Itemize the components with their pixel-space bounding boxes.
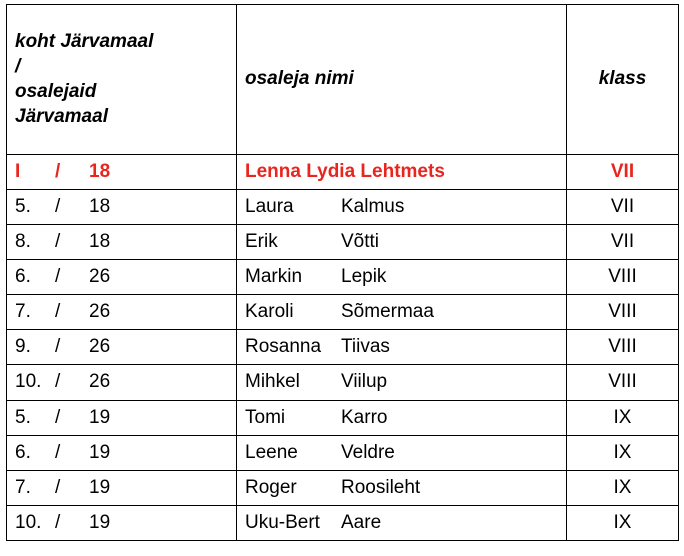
results-table xyxy=(6,4,679,541)
separator-slash: / xyxy=(55,196,61,218)
first-name: Markin xyxy=(245,266,303,288)
cell-name xyxy=(237,295,567,330)
first-name: Laura xyxy=(245,196,294,218)
cell-class: VIII xyxy=(567,330,679,365)
last-name: Roosileht xyxy=(341,476,421,498)
cell-class: VII xyxy=(567,225,679,260)
participants-total: 18 xyxy=(89,196,111,218)
cell-place xyxy=(7,435,237,470)
table-row xyxy=(7,470,679,505)
header-place-line-4: Järvamaal xyxy=(15,106,108,128)
last-name: Viilup xyxy=(341,371,388,393)
header-row xyxy=(7,5,679,155)
participants-total: 18 xyxy=(89,231,111,253)
separator-slash: / xyxy=(55,476,61,498)
first-name: Leene xyxy=(245,441,298,463)
last-name: Kalmus xyxy=(341,196,405,218)
cell-place xyxy=(7,155,237,190)
first-name: Roger xyxy=(245,476,297,498)
last-name: Veldre xyxy=(341,441,395,463)
rank-value: 8. xyxy=(15,231,31,253)
last-name: Karro xyxy=(341,406,388,428)
header-place-line-1: koht Järvamaal xyxy=(15,30,154,52)
cell-place xyxy=(7,400,237,435)
cell-class: VIII xyxy=(567,365,679,400)
table-row xyxy=(7,225,679,260)
separator-slash: / xyxy=(55,371,61,393)
cell-class: VIII xyxy=(567,295,679,330)
first-name: Erik xyxy=(245,231,278,253)
column-header-name: osaleja nimi xyxy=(237,5,567,155)
table-row xyxy=(7,435,679,470)
cell-name xyxy=(237,225,567,260)
table-row xyxy=(7,190,679,225)
cell-place xyxy=(7,330,237,365)
header-place-line-3: osalejaid xyxy=(15,81,97,102)
cell-place xyxy=(7,295,237,330)
table-row xyxy=(7,505,679,540)
rank-value: 7. xyxy=(15,476,31,498)
cell-name xyxy=(237,400,567,435)
table-header xyxy=(7,5,679,155)
first-name: Mihkel xyxy=(245,371,300,393)
last-name: Lepik xyxy=(341,266,387,288)
cell-name xyxy=(237,365,567,400)
rank-value: 6. xyxy=(15,441,31,463)
rank-value: I xyxy=(15,161,21,182)
rank-value: 9. xyxy=(15,336,31,358)
participants-total: 26 xyxy=(89,266,111,288)
cell-name xyxy=(237,260,567,295)
first-name: Uku-Bert xyxy=(245,511,320,533)
last-name: Aare xyxy=(341,511,382,533)
rank-value: 5. xyxy=(15,196,31,218)
table-row xyxy=(7,155,679,190)
separator-slash: / xyxy=(55,301,61,323)
participants-total: 26 xyxy=(89,336,111,358)
cell-place xyxy=(7,190,237,225)
cell-name xyxy=(237,435,567,470)
participants-total: 19 xyxy=(89,476,111,498)
participants-total: 19 xyxy=(89,511,111,533)
table-row xyxy=(7,295,679,330)
rank-value: 5. xyxy=(15,406,31,428)
cell-name xyxy=(237,505,567,540)
last-name: Tiivas xyxy=(341,336,390,358)
separator-slash: / xyxy=(55,231,61,253)
separator-slash: / xyxy=(55,441,61,463)
table-row xyxy=(7,400,679,435)
first-name: Tomi xyxy=(245,406,286,428)
participants-total: 26 xyxy=(89,301,111,323)
column-header-place xyxy=(7,5,237,155)
cell-class: VIII xyxy=(567,260,679,295)
first-name: Lenna Lydia xyxy=(245,161,356,182)
separator-slash: / xyxy=(55,266,61,288)
participants-total: 26 xyxy=(89,371,111,393)
header-place-line-2: / xyxy=(15,55,21,77)
table-row xyxy=(7,260,679,295)
cell-class: IX xyxy=(567,400,679,435)
cell-name xyxy=(237,330,567,365)
participants-total: 18 xyxy=(89,161,111,182)
participants-total: 19 xyxy=(89,406,111,428)
cell-class: VII xyxy=(567,190,679,225)
table-row xyxy=(7,365,679,400)
rank-value: 10. xyxy=(15,371,42,393)
cell-name xyxy=(237,470,567,505)
cell-name xyxy=(237,155,567,190)
last-name: Võtti xyxy=(341,231,380,253)
separator-slash: / xyxy=(55,406,61,428)
last-name: Sõmermaa xyxy=(341,301,434,323)
table-body xyxy=(7,155,679,541)
first-name: Rosanna xyxy=(245,336,322,358)
last-name: Lehtmets xyxy=(355,161,445,182)
table-row xyxy=(7,330,679,365)
separator-slash: / xyxy=(55,161,61,182)
cell-place xyxy=(7,365,237,400)
cell-place xyxy=(7,260,237,295)
cell-class: IX xyxy=(567,435,679,470)
column-header-class: klass xyxy=(567,5,679,155)
cell-place xyxy=(7,225,237,260)
cell-class: IX xyxy=(567,505,679,540)
rank-value: 6. xyxy=(15,266,31,288)
cell-name xyxy=(237,190,567,225)
rank-value: 7. xyxy=(15,301,31,323)
separator-slash: / xyxy=(55,511,61,533)
separator-slash: / xyxy=(55,336,61,358)
cell-class: VII xyxy=(567,155,679,190)
first-name: Karoli xyxy=(245,301,294,323)
participants-total: 19 xyxy=(89,441,111,463)
rank-value: 10. xyxy=(15,511,42,533)
cell-place xyxy=(7,470,237,505)
cell-place xyxy=(7,505,237,540)
cell-class: IX xyxy=(567,470,679,505)
